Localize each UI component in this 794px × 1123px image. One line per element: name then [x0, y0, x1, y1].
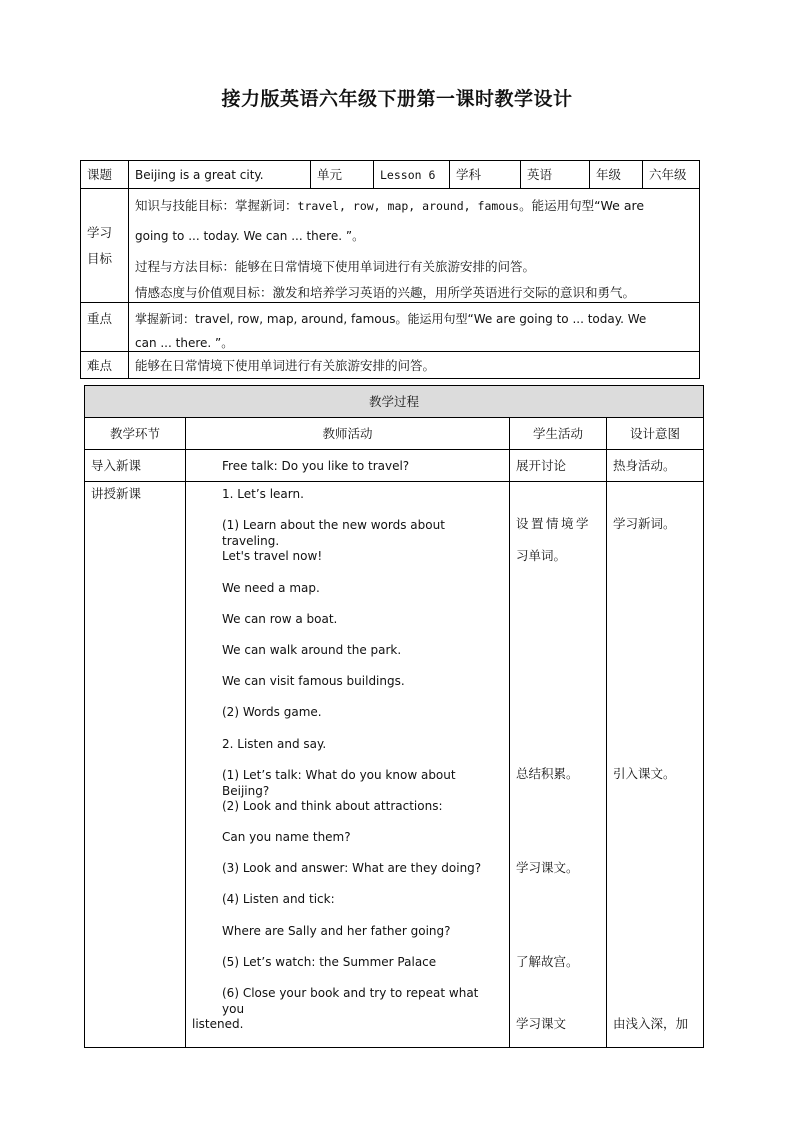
teacher-line: Where are Sally and her father going? [222, 923, 451, 938]
student-note: 学习课文。 [516, 860, 579, 875]
student-note: 设置情境学 [516, 516, 592, 531]
goals-content [129, 189, 700, 303]
teacher-line: (1) Learn about the new words about traveling. [222, 518, 445, 549]
main-purpose [607, 482, 704, 1048]
col-header-teacher: 教师活动 [186, 418, 510, 450]
teaching-process-table [84, 385, 704, 1048]
goals-label [81, 189, 129, 303]
page-title: 接力版英语六年级下册第一课时教学设计 [221, 88, 573, 110]
teacher-line: (2) Look and think about attractions: [222, 798, 443, 813]
col-header-purpose: 设计意图 [607, 418, 704, 450]
teacher-line: 2. Listen and say. [222, 736, 327, 751]
difficult-label: 难点 [81, 352, 129, 379]
teacher-line: We can row a boat. [222, 611, 338, 626]
unit-value: Lesson 6 [374, 161, 450, 189]
unit-label: 单元 [311, 161, 374, 189]
goal-knowledge-line-2: going to ... today. We can ... there. ”。 [135, 229, 365, 243]
main-teacher [186, 482, 510, 1048]
key-content [129, 303, 700, 352]
student-note: 学习课文 [516, 1016, 567, 1031]
topic-label: 课题 [81, 161, 129, 189]
key-line-2: can ... there. ”。 [135, 336, 234, 350]
teacher-line: Can you name them? [222, 830, 351, 845]
intro-teacher: Free talk: Do you like to travel? [186, 450, 510, 482]
teacher-line: (2) Words game. [222, 705, 322, 720]
col-header-stage: 教学环节 [85, 418, 186, 450]
teacher-line: (4) Listen and tick: [222, 892, 335, 907]
main-stage: 讲授新课 [85, 482, 186, 1048]
topic-value: Beijing is a great city. [129, 161, 311, 189]
goals-label-line-2: 目标 [87, 250, 113, 266]
teacher-line: Let's travel now! [222, 549, 323, 564]
teacher-line: (5) Let’s watch: the Summer Palace [222, 954, 437, 969]
key-label: 重点 [81, 303, 129, 352]
goals-label-line-1: 学习 [87, 224, 113, 240]
grade-label: 年级 [590, 161, 643, 189]
purpose-note: 由浅入深，加 [613, 1016, 689, 1031]
teacher-line: listened. [192, 1017, 244, 1032]
intro-stage: 导入新课 [85, 450, 186, 482]
student-note: 了解故宫。 [516, 954, 579, 969]
difficult-value: 能够在日常情境下使用单词进行有关旅游安排的问答。 [129, 352, 700, 379]
goal-process: 过程与方法目标：能够在日常情境下使用单词进行有关旅游安排的问答。 [135, 259, 536, 274]
goal-emotion: 情感态度与价值观目标：激发和培养学习英语的兴趣，用所学英语进行交际的意识和勇气。 [135, 285, 636, 300]
section-title: 教学过程 [85, 386, 704, 418]
col-header-student: 学生活动 [510, 418, 607, 450]
grade-value: 六年级 [643, 161, 700, 189]
purpose-note: 学习新词。 [613, 516, 676, 531]
goal-knowledge-words: travel, row, map, around, famous [297, 199, 520, 213]
teacher-line: (1) Let’s talk: What do you know about Beijing? [222, 767, 456, 798]
teacher-line: (3) Look and answer: What are they doing? [222, 861, 482, 876]
purpose-note: 引入课文。 [613, 766, 676, 781]
teacher-line: We need a map. [222, 580, 320, 595]
student-note: 习单词。 [516, 548, 567, 563]
subject-label: 学科 [450, 161, 521, 189]
key-line-1: 掌握新词：travel, row, map, around, famous。能运用句型“We are going to ... today. We [135, 312, 647, 326]
main-student [510, 482, 607, 1048]
teacher-line: We can walk around the park. [222, 642, 402, 657]
teacher-line: (6) Close your book and try to repeat what you [222, 986, 479, 1016]
goal-knowledge-prefix: 知识与技能目标：掌握新词： [135, 198, 298, 213]
student-note: 总结积累。 [516, 766, 579, 781]
subject-value: 英语 [521, 161, 590, 189]
teacher-line: 1. Let’s learn. [222, 487, 304, 501]
teacher-line: We can visit famous buildings. [222, 674, 405, 689]
lesson-info-table [80, 160, 700, 379]
intro-student: 展开讨论 [510, 450, 607, 482]
intro-purpose: 热身活动。 [607, 450, 704, 482]
goal-knowledge-suffix: 。能运用句型“We are [519, 198, 645, 213]
